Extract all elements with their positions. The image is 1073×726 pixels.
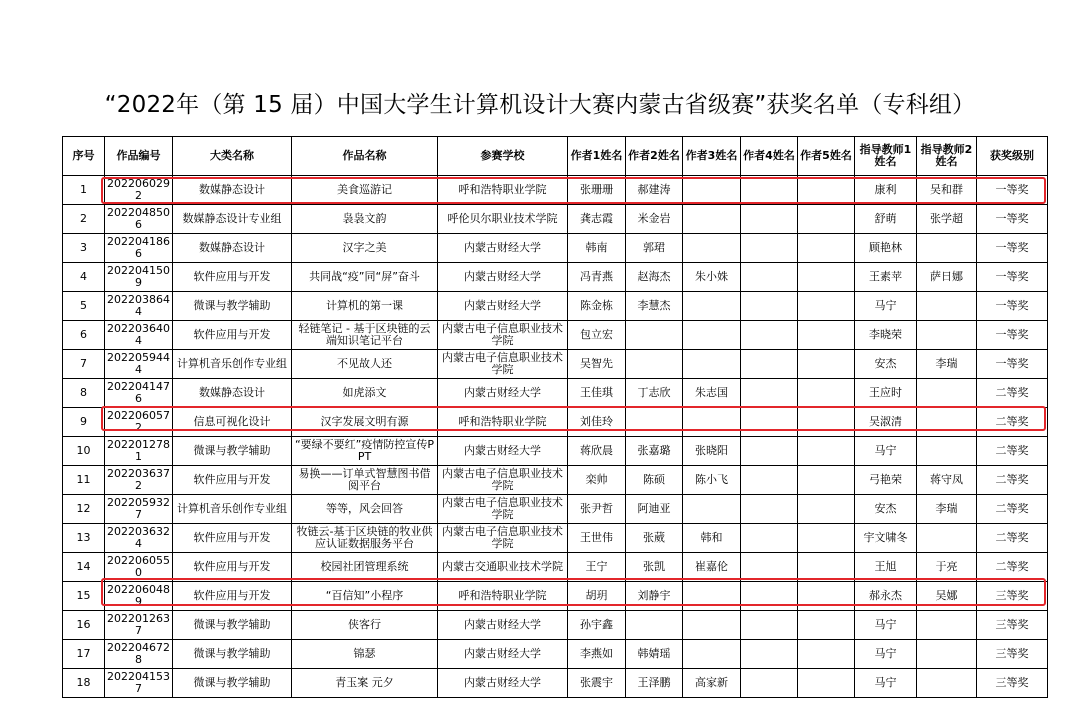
table-cell (917, 408, 977, 437)
table-cell: 萨日娜 (917, 263, 977, 292)
table-cell: 数媒静态设计 (173, 176, 292, 205)
table-cell: 内蒙古财经大学 (438, 437, 568, 466)
table-cell: 等等，风会回答 (292, 495, 438, 524)
table-cell: 一等奖 (977, 205, 1048, 234)
table-cell (798, 669, 855, 698)
table-cell: 韩和 (683, 524, 741, 553)
table-cell: 蒋守凤 (917, 466, 977, 495)
table-cell (683, 640, 741, 669)
table-cell (741, 437, 798, 466)
table-cell: 内蒙古财经大学 (438, 292, 568, 321)
table-cell: 内蒙古电子信息职业技术学院 (438, 321, 568, 350)
table-cell: 牧链云-基于区块链的牧业供应认证数据服务平台 (292, 524, 438, 553)
table-cell: 一等奖 (977, 234, 1048, 263)
table-cell: 2022060489 (105, 582, 173, 611)
table-cell: 5 (63, 292, 105, 321)
table-cell: 三等奖 (977, 582, 1048, 611)
table-cell: 内蒙古电子信息职业技术学院 (438, 495, 568, 524)
table-row (63, 611, 1048, 640)
table-cell: 崔嘉伦 (683, 553, 741, 582)
table-row (63, 292, 1048, 321)
table-cell: 陈硕 (626, 466, 683, 495)
table-cell (798, 350, 855, 379)
table-cell: 三等奖 (977, 640, 1048, 669)
table-cell: 宇文啸冬 (855, 524, 917, 553)
table-cell: 朱志国 (683, 379, 741, 408)
column-header: 大类名称 (173, 137, 292, 176)
table-cell (917, 669, 977, 698)
table-cell (683, 234, 741, 263)
table-cell: 蒋欣晨 (568, 437, 626, 466)
table-cell (798, 553, 855, 582)
table-cell (917, 524, 977, 553)
column-header: 作者1姓名 (568, 137, 626, 176)
table-cell: 一等奖 (977, 176, 1048, 205)
table-cell: 15 (63, 582, 105, 611)
table-cell (917, 437, 977, 466)
table-cell: 三等奖 (977, 669, 1048, 698)
table-cell: 李瑞 (917, 495, 977, 524)
table-cell: 李慧杰 (626, 292, 683, 321)
table-cell: 袅袅文韵 (292, 205, 438, 234)
table-cell: 信息可视化设计 (173, 408, 292, 437)
table-cell: 17 (63, 640, 105, 669)
table-cell: 呼伦贝尔职业技术学院 (438, 205, 568, 234)
table-cell (683, 321, 741, 350)
table-cell: 7 (63, 350, 105, 379)
table-cell: 微课与教学辅助 (173, 437, 292, 466)
table-cell: 王泽鹏 (626, 669, 683, 698)
table-cell: 锦瑟 (292, 640, 438, 669)
table-cell: 微课与教学辅助 (173, 292, 292, 321)
table-cell: 栾帅 (568, 466, 626, 495)
table-cell: 2022048506 (105, 205, 173, 234)
table-cell: 二等奖 (977, 379, 1048, 408)
column-header: 作者5姓名 (798, 137, 855, 176)
page-title: “2022年（第 15 届）中国大学生计算机设计大赛内蒙古省级赛”获奖名单（专科组） (104, 92, 976, 118)
table-cell (798, 379, 855, 408)
table-cell: 马宁 (855, 669, 917, 698)
awards-table (62, 136, 1048, 698)
table-cell (741, 350, 798, 379)
table-cell (741, 263, 798, 292)
table-cell: 内蒙古电子信息职业技术学院 (438, 466, 568, 495)
table-cell: 冯青燕 (568, 263, 626, 292)
table-cell (741, 582, 798, 611)
table-cell: 数媒静态设计 (173, 234, 292, 263)
table-cell: 康利 (855, 176, 917, 205)
table-cell: 侠客行 (292, 611, 438, 640)
table-cell: 马宁 (855, 292, 917, 321)
table-cell (683, 350, 741, 379)
table-row (63, 669, 1048, 698)
table-cell (741, 176, 798, 205)
table-row (63, 205, 1048, 234)
table-cell: 2022012637 (105, 611, 173, 640)
table-cell: 米金岩 (626, 205, 683, 234)
table-cell (741, 379, 798, 408)
table-cell: 李燕如 (568, 640, 626, 669)
table-cell: 内蒙古财经大学 (438, 379, 568, 408)
table-cell: 如虎添文 (292, 379, 438, 408)
table-cell: 二等奖 (977, 408, 1048, 437)
table-cell: 郝建涛 (626, 176, 683, 205)
table-cell: 2022060292 (105, 176, 173, 205)
column-header: 参赛学校 (438, 137, 568, 176)
table-cell: 吴淑清 (855, 408, 917, 437)
table-cell: 张尹哲 (568, 495, 626, 524)
table-cell (798, 263, 855, 292)
table-cell: 李晓荣 (855, 321, 917, 350)
table-cell: 内蒙古交通职业技术学院 (438, 553, 568, 582)
table-cell: 二等奖 (977, 495, 1048, 524)
table-row (63, 350, 1048, 379)
table-cell: 2022041537 (105, 669, 173, 698)
table-cell (798, 466, 855, 495)
table-cell: 2022046728 (105, 640, 173, 669)
column-header: 指导教师1姓名 (855, 137, 917, 176)
table-cell: 微课与教学辅助 (173, 640, 292, 669)
table-cell: 张学超 (917, 205, 977, 234)
table-cell: 张葳 (626, 524, 683, 553)
table-cell: 2022041866 (105, 234, 173, 263)
table-row (63, 379, 1048, 408)
table-cell (798, 611, 855, 640)
table-cell: 2022041476 (105, 379, 173, 408)
table-cell: 2022036324 (105, 524, 173, 553)
table-cell: 易换——订单式智慧图书借阅平台 (292, 466, 438, 495)
table-cell: 陈金栋 (568, 292, 626, 321)
table-cell: 2022059327 (105, 495, 173, 524)
table-cell (917, 292, 977, 321)
table-cell: 弓艳荣 (855, 466, 917, 495)
table-cell (741, 640, 798, 669)
table-cell: 王世伟 (568, 524, 626, 553)
table-row (63, 640, 1048, 669)
table-cell: 16 (63, 611, 105, 640)
table-cell (741, 205, 798, 234)
table-cell: 软件应用与开发 (173, 582, 292, 611)
table-cell: 王素苹 (855, 263, 917, 292)
table-cell: 二等奖 (977, 524, 1048, 553)
table-cell: 呼和浩特职业学院 (438, 176, 568, 205)
table-cell (626, 408, 683, 437)
table-cell: 2022036372 (105, 466, 173, 495)
table-cell: 刘佳玲 (568, 408, 626, 437)
table-cell (798, 292, 855, 321)
table-cell (798, 408, 855, 437)
table-cell: 汉字之美 (292, 234, 438, 263)
table-cell: 郝永杰 (855, 582, 917, 611)
table-cell (741, 553, 798, 582)
table-cell (741, 466, 798, 495)
column-header: 作品编号 (105, 137, 173, 176)
table-cell (798, 234, 855, 263)
table-cell: 刘静宇 (626, 582, 683, 611)
table-cell: 韩南 (568, 234, 626, 263)
table-cell: 安杰 (855, 495, 917, 524)
table-row (63, 582, 1048, 611)
table-cell: 10 (63, 437, 105, 466)
table-cell: 李瑞 (917, 350, 977, 379)
table-row (63, 234, 1048, 263)
table-cell: 共同战“疫”同“屏”奋斗 (292, 263, 438, 292)
table-cell (798, 524, 855, 553)
table-cell (798, 582, 855, 611)
table-cell (741, 669, 798, 698)
table-cell: 美食巡游记 (292, 176, 438, 205)
column-header: 作品名称 (292, 137, 438, 176)
table-cell: 胡玥 (568, 582, 626, 611)
table-cell (917, 611, 977, 640)
table-cell (683, 205, 741, 234)
table-cell: 汉字发展文明有源 (292, 408, 438, 437)
table-cell: 王佳琪 (568, 379, 626, 408)
table-cell: 软件应用与开发 (173, 263, 292, 292)
table-cell: 龚志霞 (568, 205, 626, 234)
table-cell: 马宁 (855, 611, 917, 640)
table-cell: 2022059444 (105, 350, 173, 379)
table-row (63, 466, 1048, 495)
table-cell (798, 205, 855, 234)
table-cell: 三等奖 (977, 611, 1048, 640)
table-cell: 于亮 (917, 553, 977, 582)
table-cell (626, 350, 683, 379)
table-cell: 1 (63, 176, 105, 205)
table-cell (741, 292, 798, 321)
table-cell (683, 176, 741, 205)
table-cell: 张嘉璐 (626, 437, 683, 466)
table-cell: 13 (63, 524, 105, 553)
column-header: 序号 (63, 137, 105, 176)
table-cell: 校园社团管理系统 (292, 553, 438, 582)
table-cell (683, 611, 741, 640)
table-cell: 内蒙古电子信息职业技术学院 (438, 524, 568, 553)
column-header: 作者3姓名 (683, 137, 741, 176)
table-cell (917, 321, 977, 350)
table-cell: 张晓阳 (683, 437, 741, 466)
table-row (63, 321, 1048, 350)
table-cell: 8 (63, 379, 105, 408)
table-cell: 马宁 (855, 437, 917, 466)
table-cell: 内蒙古财经大学 (438, 234, 568, 263)
table-cell: 2022038644 (105, 292, 173, 321)
table-cell: 张珊珊 (568, 176, 626, 205)
table-cell: 计算机音乐创作专业组 (173, 495, 292, 524)
table-cell: 内蒙古财经大学 (438, 669, 568, 698)
table-cell: 4 (63, 263, 105, 292)
table-cell (683, 408, 741, 437)
table-cell: 2022012781 (105, 437, 173, 466)
table-cell: 内蒙古财经大学 (438, 611, 568, 640)
column-header: 指导教师2姓名 (917, 137, 977, 176)
table-cell: 2022060550 (105, 553, 173, 582)
table-cell: 轻链笔记 - 基于区块链的云端知识笔记平台 (292, 321, 438, 350)
table-cell (741, 408, 798, 437)
table-cell (741, 321, 798, 350)
table-cell: 安杰 (855, 350, 917, 379)
table-cell: 2022041509 (105, 263, 173, 292)
table-cell: 韩婧瑶 (626, 640, 683, 669)
table-cell (798, 495, 855, 524)
table-cell: 吴和群 (917, 176, 977, 205)
table-cell (626, 611, 683, 640)
table-cell: 2 (63, 205, 105, 234)
table-cell: 郭珺 (626, 234, 683, 263)
table-cell: 张震宇 (568, 669, 626, 698)
table-cell: 一等奖 (977, 321, 1048, 350)
table-cell (798, 321, 855, 350)
table-cell: 数媒静态设计 (173, 379, 292, 408)
table-cell: 张凯 (626, 553, 683, 582)
table-cell: 微课与教学辅助 (173, 669, 292, 698)
table-cell: 丁志欣 (626, 379, 683, 408)
table-cell (741, 495, 798, 524)
table-cell: 高家新 (683, 669, 741, 698)
table-cell: 6 (63, 321, 105, 350)
table-cell: 软件应用与开发 (173, 524, 292, 553)
table-cell: 马宁 (855, 640, 917, 669)
table-row (63, 553, 1048, 582)
table-cell: 包立宏 (568, 321, 626, 350)
table-cell: 王宁 (568, 553, 626, 582)
table-cell (798, 437, 855, 466)
table-cell: 吴智先 (568, 350, 626, 379)
table-cell (798, 176, 855, 205)
table-cell: 2022036404 (105, 321, 173, 350)
table-cell: 阿迪亚 (626, 495, 683, 524)
table-cell: 赵海杰 (626, 263, 683, 292)
table-cell: 一等奖 (977, 292, 1048, 321)
table-cell: 陈小飞 (683, 466, 741, 495)
table-row (63, 495, 1048, 524)
table-cell: 2022060572 (105, 408, 173, 437)
column-header: 获奖级别 (977, 137, 1048, 176)
table-cell: 顾艳林 (855, 234, 917, 263)
table-cell: 朱小姝 (683, 263, 741, 292)
table-cell (798, 640, 855, 669)
table-cell: 内蒙古财经大学 (438, 263, 568, 292)
table-row (63, 176, 1048, 205)
table-cell: “百信知”小程序 (292, 582, 438, 611)
table-cell: “要绿不要红”疫情防控宣传PPT (292, 437, 438, 466)
table-cell: 软件应用与开发 (173, 321, 292, 350)
table-cell: 软件应用与开发 (173, 466, 292, 495)
table-cell: 9 (63, 408, 105, 437)
table-cell: 青玉案 元夕 (292, 669, 438, 698)
table-cell: 舒萌 (855, 205, 917, 234)
table-cell: 3 (63, 234, 105, 263)
table-cell (683, 292, 741, 321)
table-cell (626, 321, 683, 350)
table-cell: 18 (63, 669, 105, 698)
table-cell: 内蒙古财经大学 (438, 640, 568, 669)
table-cell (917, 234, 977, 263)
table-cell (741, 611, 798, 640)
table-cell: 12 (63, 495, 105, 524)
table-cell: 呼和浩特职业学院 (438, 408, 568, 437)
table-cell (917, 379, 977, 408)
table-cell: 一等奖 (977, 350, 1048, 379)
table-cell (741, 524, 798, 553)
table-cell (741, 234, 798, 263)
table-cell: 内蒙古电子信息职业技术学院 (438, 350, 568, 379)
table-cell: 计算机音乐创作专业组 (173, 350, 292, 379)
table-cell: 数媒静态设计专业组 (173, 205, 292, 234)
table-cell: 孙宇鑫 (568, 611, 626, 640)
table-header-row (63, 137, 1048, 176)
table-cell: 二等奖 (977, 437, 1048, 466)
table-cell: 一等奖 (977, 263, 1048, 292)
column-header: 作者4姓名 (741, 137, 798, 176)
table-cell: 计算机的第一课 (292, 292, 438, 321)
table-cell: 王旭 (855, 553, 917, 582)
table-cell: 吴娜 (917, 582, 977, 611)
table-cell: 微课与教学辅助 (173, 611, 292, 640)
table-row (63, 437, 1048, 466)
table-cell (917, 640, 977, 669)
table-row (63, 263, 1048, 292)
table-cell: 呼和浩特职业学院 (438, 582, 568, 611)
table-cell: 二等奖 (977, 553, 1048, 582)
table-cell: 不见故人还 (292, 350, 438, 379)
table-cell: 软件应用与开发 (173, 553, 292, 582)
table-cell: 王应时 (855, 379, 917, 408)
table-cell (683, 582, 741, 611)
table-cell: 11 (63, 466, 105, 495)
table-row (63, 408, 1048, 437)
table-cell (683, 495, 741, 524)
column-header: 作者2姓名 (626, 137, 683, 176)
table-row (63, 524, 1048, 553)
table-cell: 14 (63, 553, 105, 582)
table-cell: 二等奖 (977, 466, 1048, 495)
